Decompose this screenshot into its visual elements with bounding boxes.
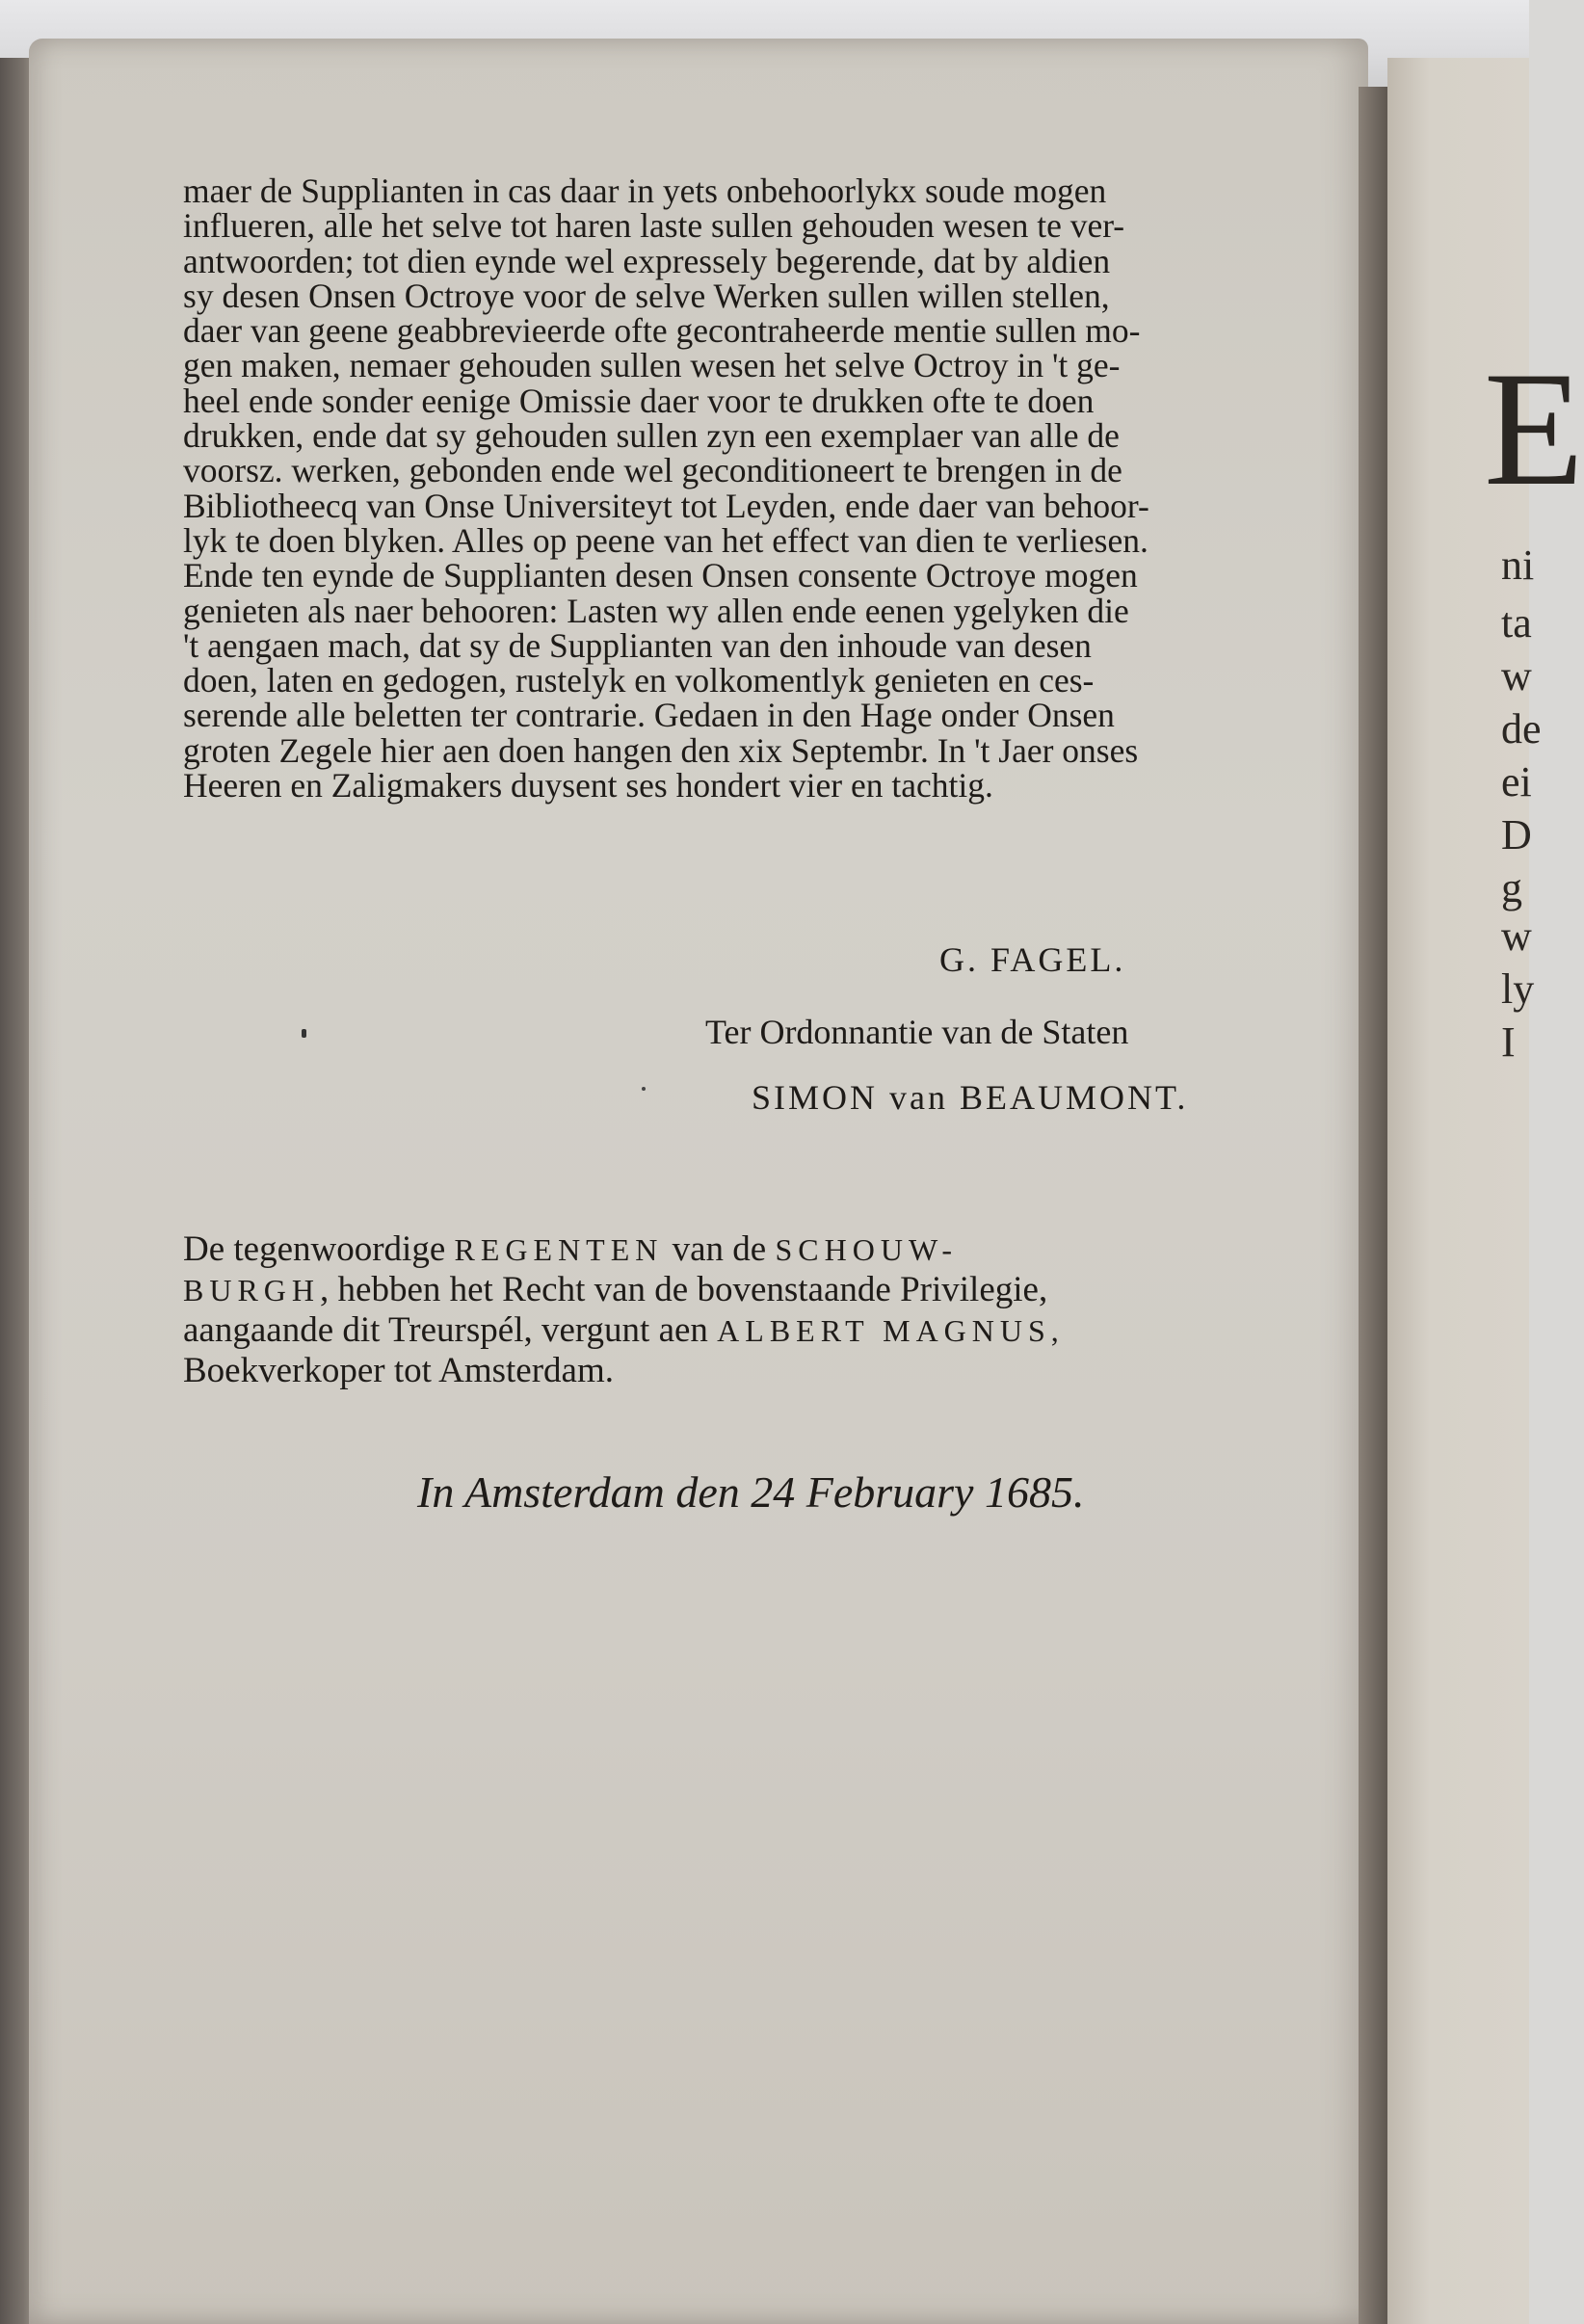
text-line: drukken, ende dat sy gehouden sullen zyn een exemplaer van alle de (183, 416, 1120, 456)
text-line: sy desen Onsen Octroye voor de selve Werken sullen willen stellen, (183, 276, 1110, 315)
facing-page-fragment: de (1501, 705, 1542, 753)
notice-line: Boekverkoper tot Amsterdam. (183, 1351, 614, 1390)
notice-line (183, 1270, 1339, 1310)
text-line: influeren, alle het selve tot haren laste sullen gehouden wesen te ver- (183, 206, 1125, 246)
text-line: serende alle beletten ter contrarie. Gedaen in den Hage onder Onsen (183, 696, 1115, 735)
notice-line (183, 1310, 1339, 1351)
notice-text: van de (663, 1229, 776, 1269)
facing-page-fragment: w (1501, 652, 1532, 700)
notice-text: aangaande dit Treurspél, vergunt aen (183, 1310, 718, 1350)
notice-albert-magnus: ALBERT MAGNUS, (717, 1313, 1065, 1348)
text-line: genieten als naer behooren: Lasten wy allen ende eenen ygelyken die (183, 591, 1129, 630)
regenten-notice (183, 1229, 1339, 1391)
notice-regenten: REGENTEN (454, 1232, 664, 1267)
notice-schouw: SCHOUW- (775, 1232, 959, 1267)
facing-page-fragment: D (1501, 811, 1532, 858)
text-line: gen maken, nemaer gehouden sullen wesen het selve Octroy in 't ge- (183, 346, 1121, 385)
notice-text: , hebben het Recht van de bovenstaande Privilegie, (320, 1270, 1048, 1309)
facing-page-initial: E (1484, 338, 1584, 519)
text-line: groten Zegele hier aen doen hangen den xix Septembr. In 't Jaer onses (183, 730, 1139, 770)
ink-mark (642, 1087, 646, 1091)
dateline: In Amsterdam den 24 February 1685. (417, 1467, 1085, 1517)
text-line: Heeren en Zaligmakers duysent ses hondert vier en tachtig. (183, 766, 993, 805)
notice-burgh: BURGH (183, 1273, 321, 1307)
text-line: voorsz. werken, gebonden ende wel geconditioneert te brengen in de (183, 451, 1122, 490)
text-line: antwoorden; tot dien eynde wel expressely begerende, dat by aldien (183, 241, 1111, 280)
facing-page-fragment: I (1501, 1018, 1516, 1066)
signature-simon: SIMON van BEAUMONT. (752, 1078, 1189, 1117)
ordonnantie-line: Ter Ordonnantie van de Staten (705, 1013, 1129, 1051)
text-line: doen, laten en gedogen, rustelyk en volkomentlyk genieten en ces- (183, 661, 1095, 700)
text-line: Bibliotheecq van Onse Universiteyt tot Leyden, ende daer van behoor- (183, 486, 1149, 525)
text-line: maer de Supplianten in cas daar in yets onbehoorlykx soude mogen (183, 172, 1107, 210)
ink-mark (302, 1029, 306, 1038)
notice-text: De tegenwoordige (183, 1229, 455, 1269)
facing-page-fragment: ni (1501, 541, 1535, 589)
facing-page (1387, 58, 1584, 2324)
text-line: heel ende sonder eenige Omissie daer voor te drukken ofte te doen (183, 381, 1095, 420)
notice-line (183, 1229, 1339, 1270)
text-line: Ende ten eynde de Supplianten desen Onsen consente Octroye mogen (183, 556, 1138, 595)
facing-page-fragment: ta (1501, 599, 1532, 647)
text-line: 't aengaen mach, dat sy de Supplianten van den inhoude van desen (183, 625, 1092, 665)
facing-page-fragment: g (1501, 864, 1522, 911)
facing-page-fragment: w (1501, 912, 1532, 960)
text-line: lyk te doen blyken. Alles op peene van het effect van dien te verliesen. (183, 520, 1148, 560)
facing-page-fragment: ly (1501, 965, 1535, 1013)
facing-page-fragment: ei (1501, 758, 1532, 805)
signature-fagel: G. FAGEL. (939, 940, 1126, 979)
privilege-text (183, 173, 1339, 803)
text-line: daer van geene geabbrevieerde ofte gecontraheerde mentie sullen mo- (183, 311, 1141, 351)
